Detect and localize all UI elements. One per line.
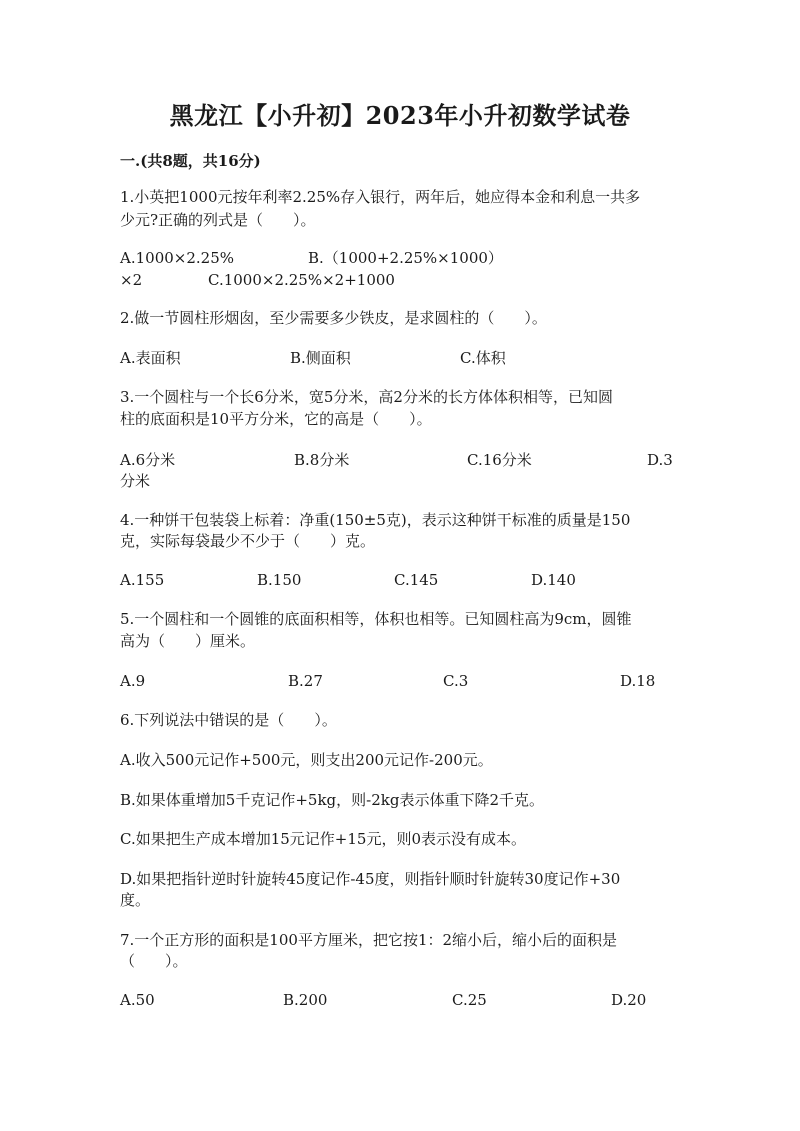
question-1-option-b-continued: ×2	[120, 271, 143, 289]
question-6-option-d: D.如果把指针逆时针旋转45度记作-45度，则指针顺时针旋转30度记作+30	[120, 870, 621, 888]
question-6-option-a: A.收入500元记作+500元，则支出200元记作-200元。	[120, 751, 493, 769]
question-5-option-b: B.27	[288, 672, 323, 690]
question-3-option-d: D.3	[647, 451, 673, 469]
question-2-option-c: C.体积	[460, 349, 506, 367]
section-heading: 一.(共8题，共16分)	[120, 152, 261, 170]
question-7-option-c: C.25	[452, 991, 487, 1009]
question-1-option-c: C.1000×2.25%×2+1000	[208, 271, 395, 289]
question-1-option-b: B.（1000+2.25%×1000）	[308, 249, 503, 267]
question-4-option-b: B.150	[257, 571, 302, 589]
question-5-option-a: A.9	[120, 672, 146, 690]
question-6-option-c: C.如果把生产成本增加15元记作+15元，则0表示没有成本。	[120, 830, 526, 848]
question-2-option-a: A.表面积	[120, 349, 181, 367]
question-7-option-b: B.200	[283, 991, 328, 1009]
question-7-text-line-1: 7.一个正方形的面积是100平方厘米，把它按1：2缩小后，缩小后的面积是	[120, 931, 618, 949]
question-5-text-line-2: 高为（ ）厘米。	[120, 632, 256, 650]
question-3-option-a: A.6分米	[120, 451, 176, 469]
question-3-option-d-continued: 分米	[120, 472, 151, 490]
question-3-option-c: C.16分米	[467, 451, 532, 469]
question-3-text-line-2: 柱的底面积是10平方分米，它的高是（ ）。	[120, 410, 432, 428]
question-4-option-d: D.140	[531, 571, 576, 589]
question-1-text-line-1: 1.小英把1000元按年利率2.25%存入银行，两年后，她应得本金和利息一共多	[120, 188, 641, 206]
question-4-option-a: A.155	[120, 571, 165, 589]
question-2-option-b: B.侧面积	[290, 349, 351, 367]
question-1-text-line-2: 少元?正确的列式是（ ）。	[120, 211, 316, 229]
question-7-text-line-2: （ ）。	[120, 952, 188, 970]
question-6-text-line-1: 6.下列说法中错误的是（ ）。	[120, 711, 337, 729]
question-1-option-a: A.1000×2.25%	[120, 249, 234, 267]
question-5-option-d: D.18	[620, 672, 656, 690]
question-3-option-b: B.8分米	[294, 451, 350, 469]
page-title: 黑龙江【小升初】2023年小升初数学试卷	[169, 101, 631, 130]
question-2-text-line-1: 2.做一节圆柱形烟囱，至少需要多少铁皮，是求圆柱的（ ）。	[120, 309, 547, 327]
question-7-option-a: A.50	[120, 991, 155, 1009]
question-7-option-d: D.20	[611, 991, 647, 1009]
question-6-option-b: B.如果体重增加5千克记作+5kg，则-2kg表示体重下降2千克。	[120, 791, 544, 809]
question-4-text-line-1: 4.一种饼干包装袋上标着：净重(150±5克)，表示这种饼干标准的质量是150	[120, 511, 631, 529]
question-4-option-c: C.145	[394, 571, 439, 589]
question-5-text-line-1: 5.一个圆柱和一个圆锥的底面积相等，体积也相等。已知圆柱高为9cm，圆锥	[120, 610, 632, 628]
question-6-option-d-continued: 度。	[120, 891, 151, 909]
question-5-option-c: C.3	[443, 672, 469, 690]
question-4-text-line-2: 克，实际每袋最少不少于（ ）克。	[120, 532, 376, 550]
question-3-text-line-1: 3.一个圆柱与一个长6分米，宽5分米，高2分米的长方体体积相等，已知圆	[120, 388, 613, 406]
